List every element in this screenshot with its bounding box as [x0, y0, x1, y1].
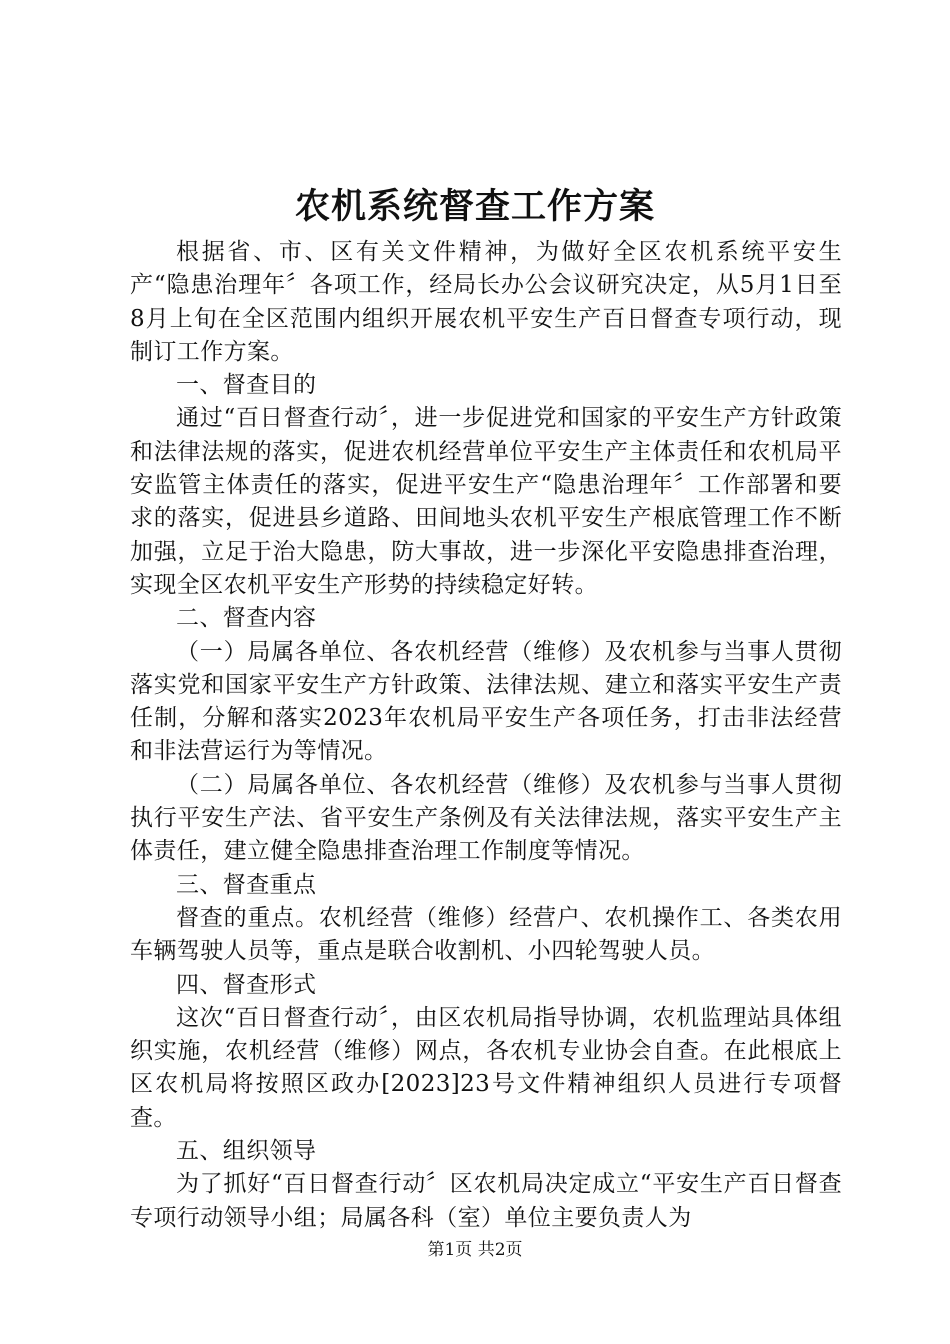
section-heading-leadership: 五、组织领导: [176, 1138, 317, 1165]
paragraph-purpose: 通过“百日督查行动〞，进一步促进党和国家的平安生产方针政策和法律法规的落实，促进农机经营单位平安生产主体责任和农机局平安监管主体责任的落实，促进平安生产“隐患治理年〞工作部署和要求的落实，促进县乡道路、田间地头农机平安生产根底管理工作不断加强，立足于治大隐患，防大事故，进一步深化平安隐患排查治理，实现全区农机平安生产形势的持续稳定好转。: [130, 405, 842, 598]
page-number: 第1页 共2页: [427, 1240, 523, 1260]
document-title: 农机系统督查工作方案: [294, 186, 655, 227]
paragraph-intro: 根据省、市、区有关文件精神，为做好全区农机系统平安生产“隐患治理年〞各项工作，经局长办公会议研究决定，从5月1日至8月上旬在全区范围内组织开展农机平安生产百日督查专项行动，现制订工作方案。: [130, 239, 842, 365]
paragraph-form: 这次“百日督查行动〞，由区农机局指导协调，农机监理站具体组织实施，农机经营（维修）网点，各农机专业协会自查。在此根底上区农机局将按照区政办[2023]23号文件精神组织人员进行专项督查。: [130, 1004, 842, 1131]
document-body: [130, 236, 842, 1235]
paragraph-focus: 督查的重点。农机经营（维修）经营户、农机操作工、各类农用车辆驾驶人员等，重点是联合收割机、小四轮驾驶人员。: [130, 904, 842, 965]
section-heading-focus: 三、督查重点: [176, 871, 317, 898]
paragraph-leadership: 为了抓好“百日督查行动〞区农机局决定成立“平安生产百日督查专项行动领导小组；局属各科（室）单位主要负责人为: [130, 1171, 842, 1231]
paragraph-content-1: （一）局属各单位、各农机经营（维修）及农机参与当事人贯彻落实党和国家平安生产方针政策、法律法规、建立和落实平安生产责任制，分解和落实2023年农机局平安生产各项任务，打击非法经营和非法营运行为等情况。: [130, 638, 842, 765]
section-heading-content: 二、督查内容: [176, 605, 317, 632]
section-heading-form: 四、督查形式: [176, 971, 317, 998]
paragraph-content-2: （二）局属各单位、各农机经营（维修）及农机参与当事人贯彻执行平安生产法、省平安生产条例及有关法律法规，落实平安生产主体责任，建立健全隐患排查治理工作制度等情况。: [130, 771, 842, 865]
section-heading-purpose: 一、督查目的: [176, 372, 317, 399]
